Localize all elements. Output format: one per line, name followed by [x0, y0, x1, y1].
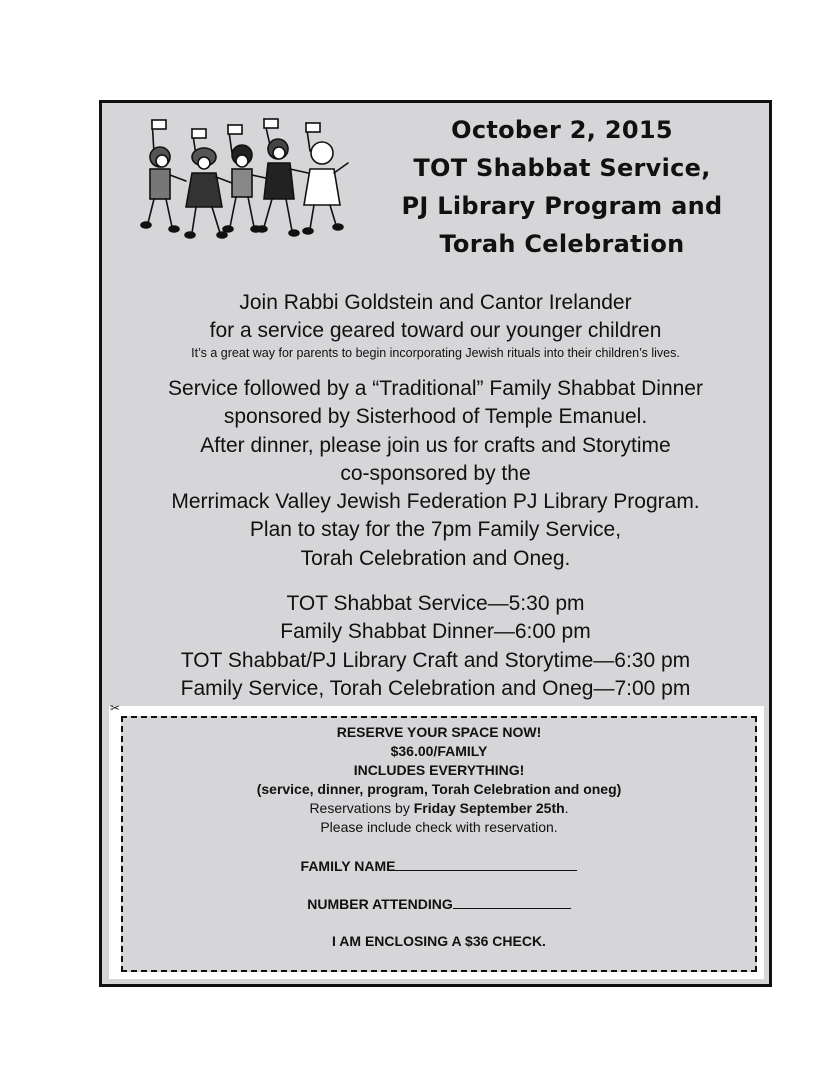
check-note: Please include check with reservation. — [320, 819, 558, 835]
reservation-coupon-area — [109, 706, 764, 979]
event-title-line: TOT Shabbat Service, — [413, 154, 711, 182]
child-figure — [303, 123, 348, 234]
includes-heading: INCLUDES EVERYTHING! — [353, 762, 525, 778]
intro-line: for a service geared toward our younger children — [209, 319, 662, 342]
event-schedule — [102, 590, 769, 703]
event-title-line: Torah Celebration — [439, 230, 685, 258]
price: $36.00/FAMILY — [390, 743, 488, 759]
schedule-item: Family Shabbat Dinner—6:00 pm — [280, 620, 591, 644]
details-line: Torah Celebration and Oneg. — [300, 546, 571, 570]
reservation-coupon — [121, 716, 757, 972]
details-line: Plan to stay for the 7pm Family Service, — [249, 518, 622, 542]
details-line: co-sponsored by the — [340, 461, 531, 485]
schedule-item: TOT Shabbat/PJ Library Craft and Storytime—6:30 pm — [180, 648, 691, 672]
details-line: Service followed by a “Traditional” Family Shabbat Dinner — [168, 377, 703, 400]
family-name-label: FAMILY NAME — [300, 858, 396, 874]
schedule-item: TOT Shabbat Service—5:30 pm — [286, 592, 585, 615]
enclosing-check-line: I AM ENCLOSING A $36 CHECK. — [332, 933, 546, 949]
intro-line: Join Rabbi Goldstein and Cantor Irelander — [239, 291, 632, 314]
flyer — [99, 100, 772, 987]
family-name-row — [123, 856, 755, 874]
event-date: October 2, 2015 — [451, 116, 673, 144]
child-figure — [223, 125, 270, 232]
number-attending-row — [123, 894, 755, 912]
child-figure — [185, 129, 232, 238]
schedule-item: Family Service, Torah Celebration and Oneg—7:00 pm — [180, 676, 691, 700]
includes-detail: (service, dinner, program, Torah Celebration and oneg) — [256, 781, 622, 797]
reserve-heading: RESERVE YOUR SPACE NOW! — [336, 724, 542, 740]
dancing-children-illustration — [124, 115, 364, 255]
event-title-line: PJ Library Program and — [401, 192, 723, 220]
child-figure — [141, 120, 186, 232]
scissors-icon: ✂ — [110, 701, 121, 715]
event-headline — [367, 111, 757, 263]
intro-note: It’s a great way for parents to begin incorporating Jewish rituals into their children’s lives. — [191, 346, 680, 360]
reservation-deadline — [123, 799, 755, 818]
deadline-suffix: . — [564, 800, 569, 816]
deadline-prefix: Reservations by — [309, 800, 414, 816]
number-attending-field[interactable] — [453, 894, 571, 909]
details-line: sponsored by Sisterhood of Temple Emanuel. — [223, 405, 648, 429]
details-line: Merrimack Valley Jewish Federation PJ Library Program. — [171, 490, 700, 514]
intro-block — [102, 289, 769, 361]
deadline-date: Friday September 25th — [413, 800, 565, 816]
details-line: After dinner, please join us for crafts and Storytime — [200, 433, 671, 457]
number-attending-label: NUMBER ATTENDING — [307, 896, 453, 912]
family-name-field[interactable] — [395, 856, 577, 871]
event-details — [102, 375, 769, 573]
